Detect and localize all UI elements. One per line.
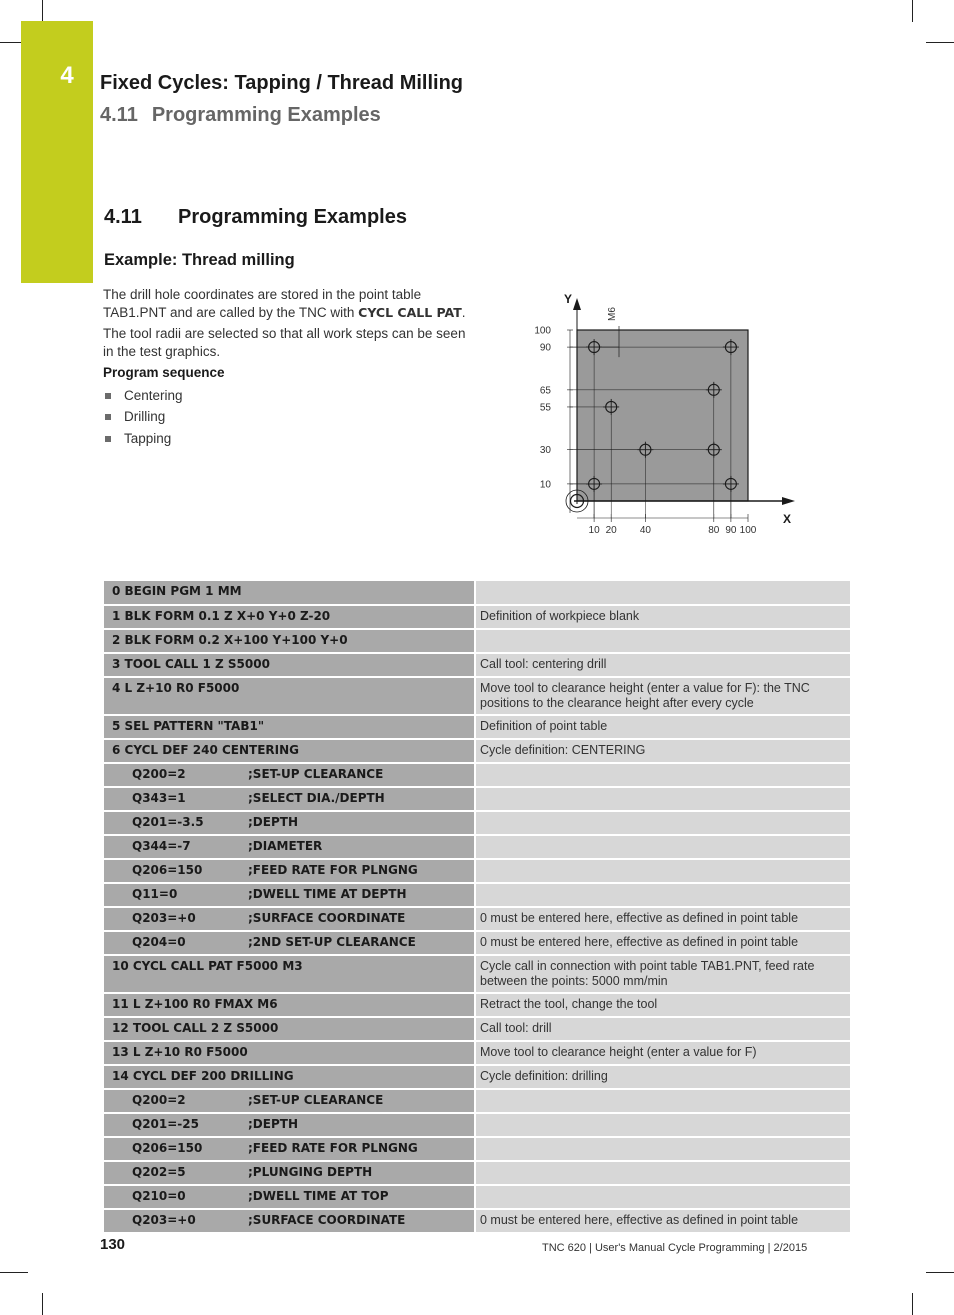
cycle-parameter: Q204=0 [132,935,186,949]
intro-paragraph-1 [103,286,473,321]
table-row [104,677,850,715]
table-row [104,931,850,955]
table-row [104,1089,850,1113]
crop-mark [0,1272,28,1273]
x-axis-label: X [783,512,792,526]
description-cell [475,859,850,883]
description-cell [475,629,850,653]
description-cell [475,835,850,859]
nc-block-cell [104,763,475,787]
description-cell [475,581,850,605]
description-cell [475,1161,850,1185]
program-table-body [104,581,850,1233]
cycle-parameter: Q11=0 [132,887,178,901]
page-number: 130 [100,1236,126,1253]
intro-paragraph-2: The tool radii are selected so that all work steps can be seen in the test graphics. [103,326,466,359]
table-row [104,1065,850,1089]
cycle-parameter: Q206=150 [132,1141,203,1155]
section-title: Programming Examples [178,206,407,228]
chapter-tab [21,21,93,283]
crop-mark [926,42,954,43]
description-cell [475,1089,850,1113]
table-row [104,859,850,883]
intro-text [103,286,473,450]
description-cell: Definition of point table [475,715,850,739]
chapter-title: Fixed Cycles: Tapping / Thread Milling [100,72,464,94]
intro-text-end: . [461,304,466,320]
nc-block-cell [104,811,475,835]
table-row [104,1137,850,1161]
table-row [104,883,850,907]
nc-block-cell [104,907,475,931]
nc-block-cell [104,1185,475,1209]
nc-block-cell: 12 TOOL CALL 2 Z S5000 [104,1017,475,1041]
running-header-section-number: 4.11 [100,104,138,126]
parameter-comment: ;SET-UP CLEARANCE [248,1093,384,1107]
cycle-parameter: Q206=150 [132,863,203,877]
nc-block-cell: 5 SEL PATTERN "TAB1" [104,715,475,739]
table-row [104,1209,850,1233]
program-sequence-list [103,386,473,451]
nc-block-cell: 2 BLK FORM 0.2 X+100 Y+100 Y+0 [104,629,475,653]
cycl-call-pat-command: CYCL CALL PAT [358,304,462,320]
cycle-parameter: Q210=0 [132,1189,186,1203]
x-tick-label: 90 [725,525,737,536]
y-axis-arrow [573,298,581,310]
description-cell: Cycle call in connection with point table TAB1.PNT, feed rate between the points: 5000 mm/min [475,955,850,993]
y-tick-label: 55 [539,402,551,414]
program-sequence-label: Program sequence [103,365,225,380]
parameter-comment: ;DEPTH [248,815,298,829]
nc-block-cell [104,1113,475,1137]
description-cell [475,763,850,787]
nc-block-cell: 13 L Z+10 R0 F5000 [104,1041,475,1065]
crop-mark [926,1272,954,1273]
table-row [104,581,850,605]
parameter-comment: ;DEPTH [248,1117,298,1131]
table-row [104,811,850,835]
section-number: 4.11 [104,206,142,228]
nc-block-cell: 11 L Z+100 R0 FMAX M6 [104,993,475,1017]
description-cell [475,883,850,907]
nc-block-cell: 0 BEGIN PGM 1 MM [104,581,475,605]
bullet-square-icon [105,393,111,399]
y-tick-label: 90 [539,342,551,354]
description-cell: Retract the tool, change the tool [475,993,850,1017]
nc-block-cell [104,1161,475,1185]
description-cell: 0 must be entered here, effective as defined in point table [475,931,850,955]
description-cell: Cycle definition: CENTERING [475,739,850,763]
intro-text-part: The drill hole coordinates are stored in the point table TAB1.PNT and are called by the TNC with [103,287,422,320]
parameter-comment: ;DWELL TIME AT TOP [248,1189,389,1203]
description-cell: 0 must be entered here, effective as defined in point table [475,1209,850,1233]
y-axis-label: Y [564,292,573,306]
crop-mark [42,1293,43,1315]
parameter-comment: ;2ND SET-UP CLEARANCE [248,935,416,949]
table-row [104,629,850,653]
parameter-comment: ;PLUNGING DEPTH [248,1165,373,1179]
parameter-comment: ;DIAMETER [248,839,323,853]
description-cell [475,787,850,811]
nc-block-cell: 6 CYCL DEF 240 CENTERING [104,739,475,763]
cycle-parameter: Q343=1 [132,791,186,805]
parameter-comment: ;SURFACE COORDINATE [248,1213,406,1227]
crop-mark [42,0,43,22]
parameter-comment: ;SELECT DIA./DEPTH [248,791,385,805]
cycle-parameter: Q200=2 [132,767,186,781]
description-cell: Move tool to clearance height (enter a value for F): the TNC positions to the clearance height after every cycle [475,677,850,715]
table-row [104,1017,850,1041]
example-heading: Example: Thread milling [104,251,295,269]
nc-block-cell [104,1089,475,1113]
description-cell: Call tool: drill [475,1017,850,1041]
table-row [104,955,850,993]
parameter-comment: ;FEED RATE FOR PLNGNG [248,1141,418,1155]
nc-block-cell [104,931,475,955]
table-row [104,1185,850,1209]
parameter-comment: ;FEED RATE FOR PLNGNG [248,863,418,877]
parameter-comment: ;DWELL TIME AT DEPTH [248,887,407,901]
nc-block-cell: 3 TOOL CALL 1 Z S5000 [104,653,475,677]
step-label: Drilling [124,409,166,424]
description-cell: Cycle definition: drilling [475,1065,850,1089]
cycle-parameter: Q200=2 [132,1093,186,1107]
list-item [103,429,473,451]
drawing-content [534,292,795,536]
chapter-number: 4 [60,62,74,89]
y-tick-label: 100 [534,325,551,337]
running-header-section-title: Programming Examples [151,104,381,126]
step-label: Tapping [124,430,172,446]
x-tick-label: 20 [605,525,617,536]
description-cell [475,1185,850,1209]
cycle-parameter: Q201=-3.5 [132,815,204,829]
workpiece-plate [577,330,748,501]
cycle-parameter: Q344=-7 [132,839,191,853]
x-tick-label: 80 [708,525,720,536]
nc-block-cell: 1 BLK FORM 0.1 Z X+0 Y+0 Z-20 [104,605,475,629]
y-tick-label: 10 [539,479,551,491]
description-cell: Move tool to clearance height (enter a value for F) [475,1041,850,1065]
table-row [104,739,850,763]
description-cell [475,1113,850,1137]
table-row [104,715,850,739]
table-row [104,1113,850,1137]
nc-block-cell: 14 CYCL DEF 200 DRILLING [104,1065,475,1089]
running-header-section [100,104,381,127]
table-row [104,1161,850,1185]
table-row [104,787,850,811]
parameter-comment: ;SURFACE COORDINATE [248,911,406,925]
description-cell [475,1137,850,1161]
bullet-square-icon [105,436,111,442]
x-tick-label: 100 [739,525,757,536]
description-cell: Definition of workpiece blank [475,605,850,629]
nc-block-cell: 4 L Z+10 R0 F5000 [104,677,475,715]
nc-block-cell [104,1209,475,1233]
table-row [104,763,850,787]
section-heading [104,206,407,229]
list-item [103,407,473,429]
table-row [104,653,850,677]
program-table [104,581,850,1234]
table-row [104,993,850,1017]
cycle-parameter: Q202=5 [132,1165,186,1179]
footer-text: TNC 620 | User's Manual Cycle Programming | 2/2015 [542,1242,808,1254]
step-label: Centering [124,387,183,403]
list-item [103,386,473,408]
nc-block-cell [104,1137,475,1161]
table-row [104,907,850,931]
nc-block-cell [104,859,475,883]
cycle-parameter: Q203=+0 [132,911,196,925]
crop-mark [912,1293,913,1315]
x-tick-label: 40 [639,525,651,536]
x-axis-arrow [782,497,795,505]
bullet-square-icon [105,414,111,420]
y-tick-label: 65 [539,385,551,397]
x-tick-label: 10 [588,525,600,536]
workpiece-drawing [520,288,810,550]
description-cell: 0 must be entered here, effective as defined in point table [475,907,850,931]
table-row [104,605,850,629]
parameter-comment: ;SET-UP CLEARANCE [248,767,384,781]
crop-mark [912,0,913,22]
nc-block-cell [104,835,475,859]
table-row [104,1041,850,1065]
table-row [104,835,850,859]
cycle-parameter: Q203=+0 [132,1213,196,1227]
description-cell: Call tool: centering drill [475,653,850,677]
nc-block-cell: 10 CYCL CALL PAT F5000 M3 [104,955,475,993]
thread-size-label: M6 [607,307,618,321]
y-tick-label: 30 [539,445,551,457]
nc-block-cell [104,787,475,811]
cycle-parameter: Q201=-25 [132,1117,199,1131]
description-cell [475,811,850,835]
nc-block-cell [104,883,475,907]
